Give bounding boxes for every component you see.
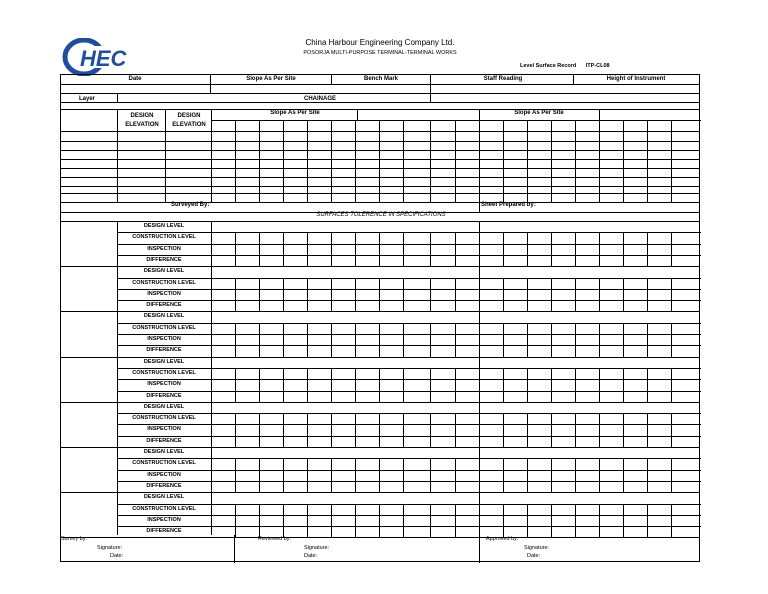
construction-level-label: CONSTRUCTION LEVEL [132,279,196,286]
grid-vline [430,232,431,266]
grid-vline [430,458,431,492]
grid-vline [307,120,308,202]
grid-vline [455,458,456,492]
grid-vline [479,323,480,357]
approved-signature-label: Signature: [524,545,550,551]
survey-by-label: Survey by: [61,536,87,542]
grid-vline [479,120,480,202]
bench-mark-label: Bench Mark [363,76,398,82]
grid-hline [117,379,701,380]
grid-vline [259,278,260,312]
grid-vline [235,368,236,402]
grid-vline [430,413,431,447]
grid-vline [430,323,431,357]
grid-vline [259,368,260,402]
grid-vline [575,120,576,202]
grid-hline [117,470,701,471]
grid-vline [355,323,356,357]
grid-vline [551,232,552,266]
grid-vline [379,368,380,402]
grid-vline [331,75,332,84]
grid-vline [331,323,332,357]
grid-vline [527,413,528,447]
staff-reading-label: Staff Reading [483,76,523,82]
grid-vline [479,535,480,563]
grid-vline [599,278,600,312]
grid-vline [573,75,574,84]
grid-vline [623,504,624,538]
design-elevation-1 [118,112,166,130]
grid-vline [430,75,431,93]
grid-hline [61,109,699,110]
height-instrument-label: Height of Instrument [606,76,666,82]
inspection-label: INSPECTION [147,336,181,342]
date-label: Date [128,76,142,82]
project-name: POSORJA MULTI-PURPOSE TERMINAL-TERMINAL WORKS [303,50,457,56]
grid-vline [355,458,356,492]
grid-vline [671,323,672,357]
grid-hline [117,504,701,505]
sheet-prepared-label: Sheet Prepared by: [481,202,536,208]
grid-vline [403,504,404,538]
grid-vline [355,368,356,402]
grid-vline [307,278,308,312]
grid-vline [503,232,504,266]
grid-vline [527,232,528,266]
grid-vline [379,323,380,357]
grid-vline [599,109,600,120]
grid-vline [575,504,576,538]
grid-hline [61,492,699,493]
grid-vline [599,323,600,357]
inspection-label: INSPECTION [147,516,181,523]
grid-vline [527,278,528,312]
grid-vline [379,458,380,492]
grid-vline [575,458,576,492]
tolerance-title: SURFACES TOLERENCE IN SPECIFICATIONS [316,212,446,218]
grid-vline [551,504,552,538]
grid-vline [117,221,118,535]
grid-vline [283,120,284,202]
grid-vline [307,413,308,447]
grid-hline [61,202,699,203]
grid-vline [307,458,308,492]
difference-label: DIFFERENCE [146,347,182,354]
grid-hline [61,131,699,132]
grid-vline [647,323,648,357]
grid-vline [259,413,260,447]
grid-vline [647,278,648,312]
design-label-1: DESIGN [130,113,154,119]
grid-vline [671,413,672,447]
record-type: Level Surface Record [520,63,577,69]
grid-vline [455,232,456,266]
design-level-label: DESIGN LEVEL [143,494,185,501]
grid-vline [671,368,672,402]
grid-hline [117,458,701,459]
grid-hline [61,221,699,222]
grid-hline [61,186,699,187]
approved-date-label: Date: [527,553,541,559]
record-code: ITP-CL08 [585,63,610,69]
grid-hline [61,159,699,160]
grid-vline [403,120,404,202]
grid-hline [117,300,701,301]
slope-label: Slope As Per Site [246,76,296,82]
grid-vline [551,413,552,447]
surveyed-by-label: Surveyed By: [171,202,210,208]
reviewed-date-label: Date: [304,553,318,559]
record-ref [520,63,610,69]
difference-label: DIFFERENCE [146,302,182,309]
grid-vline [379,413,380,447]
grid-hline [117,244,701,245]
grid-vline [671,120,672,202]
approved-by-label: Approved by: [486,536,519,542]
elevation-label-2: ELEVATION [172,122,206,128]
grid-vline [379,232,380,266]
grid-vline [235,278,236,312]
grid-vline [455,504,456,538]
grid-vline [430,93,431,102]
grid-vline [575,278,576,312]
grid-vline [623,323,624,357]
grid-vline [503,323,504,357]
grid-vline [307,368,308,402]
grid-vline [235,232,236,266]
grid-hline [117,278,701,279]
grid-vline [259,504,260,538]
design-level-label: DESIGN LEVEL [143,403,185,410]
grid-hline [117,345,701,346]
grid-vline [283,278,284,312]
grid-hline [117,413,701,414]
grid-vline [235,458,236,492]
grid-hline [117,515,701,516]
grid-vline [623,278,624,312]
grid-vline [235,413,236,447]
grid-vline [647,232,648,266]
construction-level-label: CONSTRUCTION LEVEL [132,324,196,331]
grid-vline [503,458,504,492]
reviewed-signature-label: Signature: [304,545,330,551]
grid-vline [307,323,308,357]
survey-signature-label: Signature: [97,545,123,551]
construction-level-label: CONSTRUCTION LEVEL [132,234,196,241]
grid-vline [379,504,380,538]
grid-hline [61,357,699,358]
design-level-label: DESIGN LEVEL [143,313,185,320]
hec-logo [62,38,132,76]
grid-hline [117,436,701,437]
grid-vline [403,458,404,492]
grid-vline [671,278,672,312]
grid-vline [403,278,404,312]
design-label-2: DESIGN [177,113,201,119]
grid-vline [430,368,431,402]
grid-vline [575,232,576,266]
grid-vline [403,368,404,402]
design-level-label: DESIGN LEVEL [143,223,185,229]
elevation-label-1: ELEVATION [125,122,159,128]
grid-vline [331,368,332,402]
grid-vline [479,278,480,312]
grid-vline [599,368,600,402]
difference-label: DIFFERENCE [146,256,182,263]
grid-vline [430,278,431,312]
grid-vline [259,458,260,492]
grid-vline [307,232,308,266]
grid-vline [551,458,552,492]
grid-vline [403,413,404,447]
grid-hline [61,447,699,448]
grid-vline [479,458,480,492]
grid-vline [455,413,456,447]
design-elevation-2 [165,112,213,130]
grid-hline [61,193,699,194]
grid-hline [117,368,701,369]
grid-vline [403,323,404,357]
grid-vline [331,504,332,538]
grid-vline [599,413,600,447]
grid-vline [235,323,236,357]
grid-vline [455,120,456,202]
grid-vline [355,413,356,447]
grid-vline [283,413,284,447]
grid-vline [623,458,624,492]
grid-vline [623,232,624,266]
grid-vline [527,323,528,357]
grid-hline [61,266,699,267]
grid-vline [283,504,284,538]
grid-vline [479,413,480,447]
grid-vline [331,278,332,312]
grid-vline [599,504,600,538]
grid-hline [117,255,701,256]
grid-vline [671,504,672,538]
grid-hline [61,402,699,403]
design-level-label: DESIGN LEVEL [143,358,185,365]
grid-hline [117,334,701,335]
grid-vline [575,323,576,357]
inspection-label: INSPECTION [147,245,181,252]
difference-label: DIFFERENCE [146,392,182,399]
inspection-label: INSPECTION [147,381,181,388]
grid-hline [61,168,699,169]
grid-vline [117,93,118,102]
grid-vline [479,109,480,120]
grid-vline [331,120,332,202]
grid-vline [551,120,552,202]
survey-date-label: Date: [110,553,124,559]
grid-vline [503,504,504,538]
grid-vline [331,458,332,492]
grid-vline [283,368,284,402]
company-name: China Harbour Engineering Company Ltd. [305,38,455,47]
grid-vline [647,458,648,492]
grid-vline [283,232,284,266]
grid-vline [430,504,431,538]
grid-vline [455,323,456,357]
grid-vline [527,368,528,402]
grid-vline [331,413,332,447]
grid-vline [503,120,504,202]
inspection-label: INSPECTION [147,290,181,297]
grid-vline [479,504,480,538]
grid-hline [61,177,699,178]
grid-vline [503,413,504,447]
grid-vline [259,323,260,357]
grid-vline [355,120,356,202]
grid-vline [455,278,456,312]
grid-vline [379,278,380,312]
grid-vline [234,535,235,563]
grid-hline [117,232,701,233]
difference-label: DIFFERENCE [146,482,182,489]
grid-vline [210,75,211,93]
grid-hline [61,537,699,538]
reviewed-by-label: Reviewed by: [258,536,292,542]
grid-vline [671,232,672,266]
grid-vline [503,368,504,402]
grid-vline [551,368,552,402]
grid-hline [61,93,699,94]
grid-vline [211,109,212,202]
grid-vline [165,109,166,202]
construction-level-label: CONSTRUCTION LEVEL [132,415,196,422]
grid-vline [117,109,118,202]
construction-level-label: CONSTRUCTION LEVEL [132,460,196,467]
design-level-label: DESIGN LEVEL [143,449,185,455]
grid-vline [671,458,672,492]
grid-vline [551,323,552,357]
grid-hline [117,424,701,425]
grid-vline [623,120,624,202]
grid-vline [355,232,356,266]
chainage-label: CHAINAGE [303,96,336,102]
grid-vline [527,504,528,538]
grid-vline [211,221,212,535]
grid-vline [379,120,380,202]
grid-hline [117,323,701,324]
grid-vline [355,278,356,312]
grid-vline [283,458,284,492]
grid-vline [503,278,504,312]
layer-label: Layer [79,96,96,102]
level-surface-form [60,74,700,562]
grid-vline [479,368,480,402]
grid-hline [61,84,699,85]
grid-vline [357,109,358,120]
construction-level-label: CONSTRUCTION LEVEL [132,369,196,376]
grid-vline [479,202,480,212]
grid-vline [599,120,600,202]
grid-vline [599,232,600,266]
grid-hline [61,212,699,213]
grid-vline [647,413,648,447]
grid-vline [479,232,480,266]
grid-vline [307,504,308,538]
slope-left-label: Slope As Per Site [270,110,320,116]
grid-hline [117,391,701,392]
grid-vline [647,368,648,402]
grid-vline [235,120,236,202]
difference-label: DIFFERENCE [146,528,182,535]
grid-vline [331,232,332,266]
grid-vline [527,120,528,202]
grid-vline [599,458,600,492]
grid-vline [647,120,648,202]
grid-vline [283,323,284,357]
grid-hline [61,141,699,142]
grid-vline [259,232,260,266]
grid-vline [623,413,624,447]
inspection-label: INSPECTION [147,426,181,433]
difference-label: DIFFERENCE [146,437,182,444]
grid-vline [430,120,431,202]
grid-vline [527,458,528,492]
design-level-label: DESIGN LEVEL [143,268,185,275]
grid-hline [117,526,701,527]
grid-vline [403,232,404,266]
slope-right-label: Slope As Per Site [514,110,564,116]
grid-vline [259,120,260,202]
grid-vline [455,368,456,402]
grid-vline [575,368,576,402]
grid-hline [61,150,699,151]
grid-hline [117,481,701,482]
svg-text:HEC: HEC [80,46,127,71]
grid-vline [575,413,576,447]
grid-hline [61,102,699,103]
grid-vline [623,368,624,402]
grid-vline [551,278,552,312]
grid-vline [647,504,648,538]
grid-hline [61,311,699,312]
grid-vline [355,504,356,538]
construction-level-label: CONSTRUCTION LEVEL [132,505,196,512]
grid-vline [235,504,236,538]
grid-hline [211,120,701,121]
grid-hline [117,289,701,290]
inspection-label: INSPECTION [147,471,181,478]
